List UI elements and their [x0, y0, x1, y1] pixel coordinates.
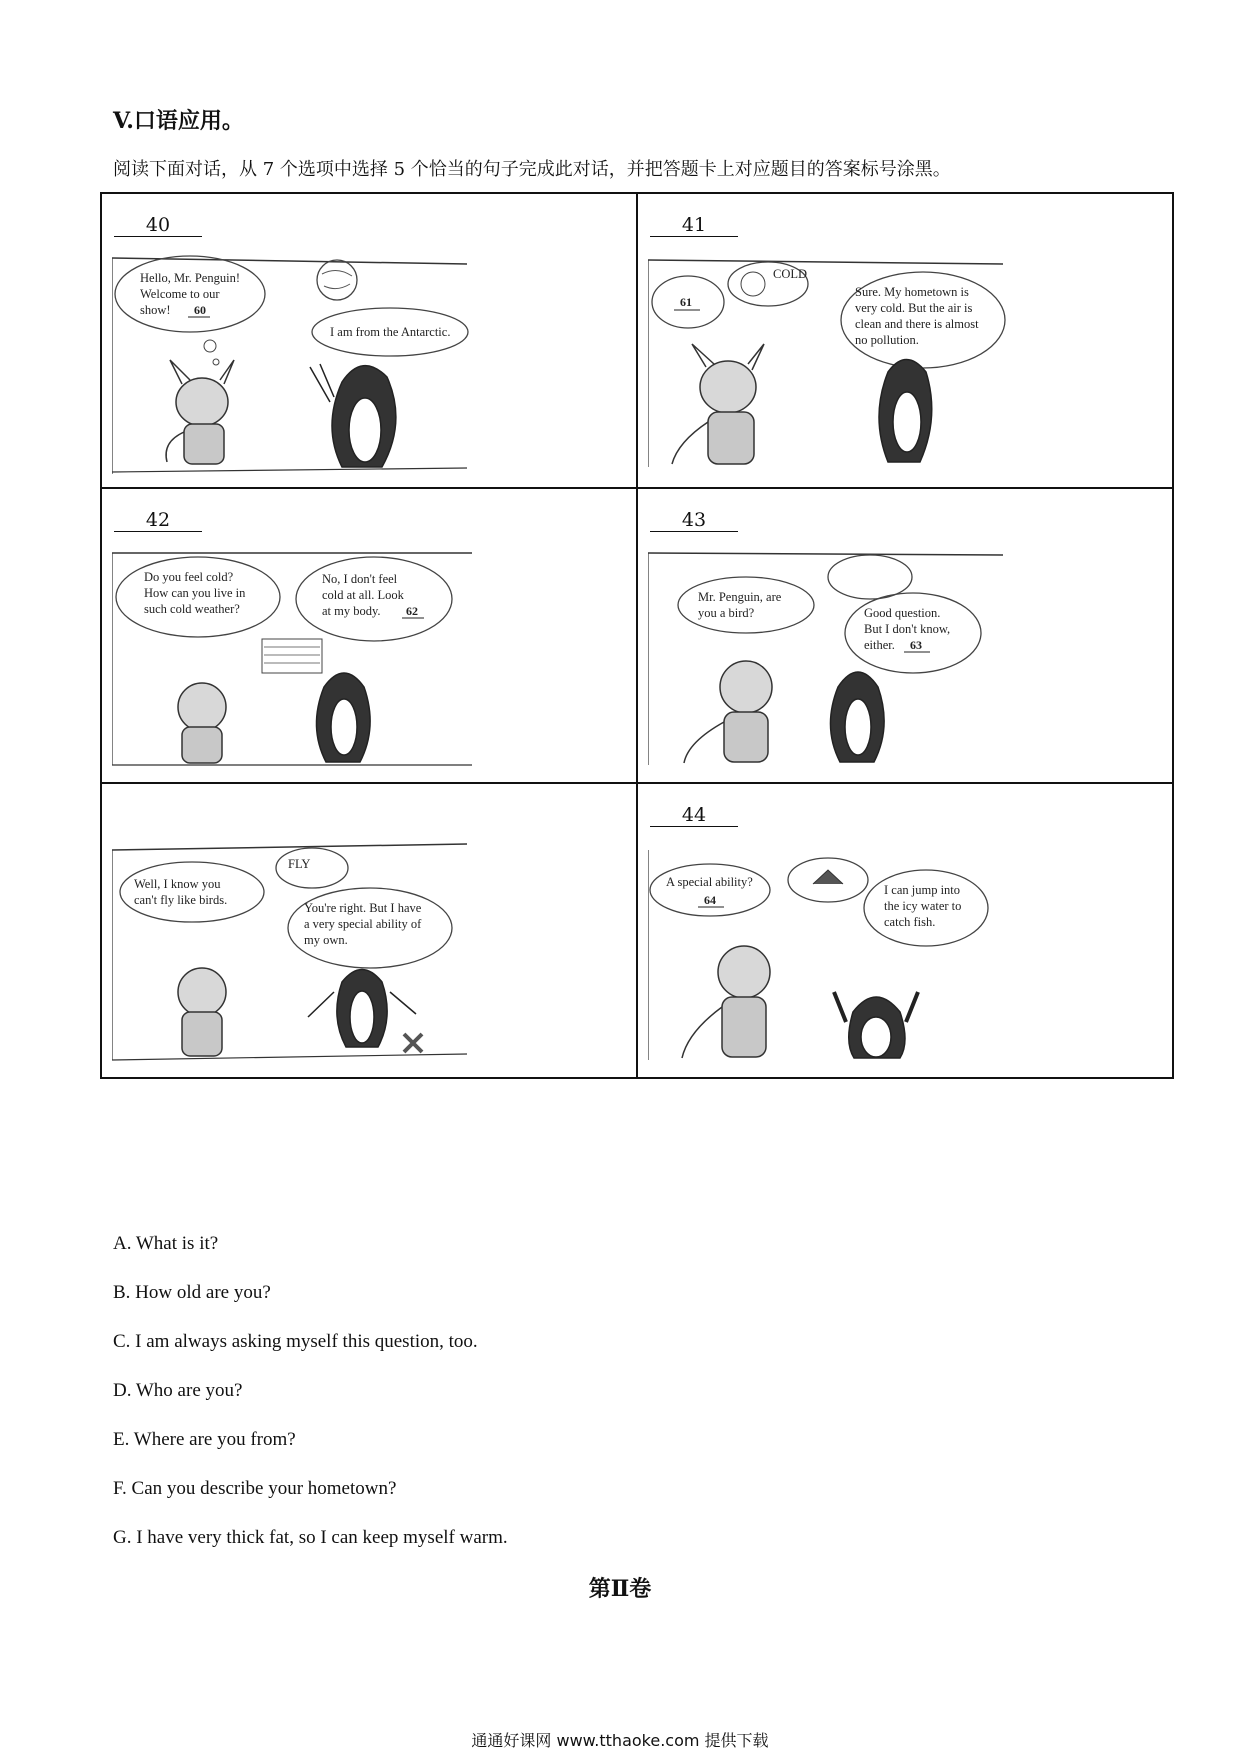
blank-number: 63	[910, 638, 922, 652]
comic-illustration	[112, 252, 472, 474]
globe-icon	[317, 260, 357, 300]
blank-number: 60	[194, 303, 206, 317]
question-number: 41	[650, 214, 738, 237]
bubble-text: Welcome to our	[140, 287, 220, 301]
bubble-text: my own.	[304, 933, 348, 947]
thought-bubble	[828, 555, 912, 599]
bubble-text: a very special ability of	[304, 917, 422, 931]
thought-label: FLY	[288, 857, 311, 871]
question-number: 44	[650, 804, 738, 827]
bubble-text: You're right. But I have	[304, 901, 422, 915]
panel-44	[637, 783, 1173, 1078]
panel-42	[101, 488, 637, 783]
panel-unnumbered	[101, 783, 637, 1078]
blank-number: 61	[680, 295, 692, 309]
option-f: F. Can you describe your hometown?	[113, 1478, 397, 1499]
comic-scene	[112, 252, 472, 474]
penguin-icon	[879, 360, 932, 463]
question-number: 43	[650, 509, 738, 532]
question-number: 42	[114, 509, 202, 532]
bubble-text: show!	[140, 303, 171, 317]
comic-illustration	[648, 842, 1008, 1064]
bubble-text: Well, I know you	[134, 877, 221, 891]
comic-illustration	[112, 842, 472, 1064]
comic-grid	[100, 192, 1174, 1079]
bubble-text: I can jump into	[884, 883, 961, 897]
comic-scene	[112, 547, 472, 769]
cross-icon	[404, 1034, 422, 1052]
comic-scene	[648, 842, 1008, 1064]
bubble-text: such cold weather?	[144, 602, 240, 616]
bubble-text: the icy water to	[884, 899, 962, 913]
bubble-text: clean and there is almost	[855, 317, 979, 331]
kangaroo-icon	[672, 344, 764, 464]
comic-illustration	[648, 547, 1008, 769]
thought-label: COLD	[773, 267, 808, 281]
panel-40	[101, 193, 637, 488]
penguin-icon	[834, 992, 918, 1058]
penguin-icon	[308, 970, 416, 1048]
option-e: E. Where are you from?	[113, 1429, 296, 1450]
option-c: C. I am always asking myself this question, too.	[113, 1331, 478, 1352]
bubble-text: catch fish.	[884, 915, 936, 929]
bubble-text: can't fly like birds.	[134, 893, 228, 907]
question-number: 40	[114, 214, 202, 237]
bubble-text: Do you feel cold?	[144, 570, 234, 584]
option-a: A. What is it?	[113, 1233, 219, 1254]
comic-illustration	[112, 547, 472, 769]
section-heading: V.口语应用。	[113, 108, 244, 134]
kangaroo-icon	[166, 360, 234, 464]
option-d: D. Who are you?	[113, 1380, 243, 1401]
thought-bubble	[276, 848, 348, 888]
comic-scene	[648, 547, 1008, 769]
bubble-text: no pollution.	[855, 333, 919, 347]
bubble-text: cold at all. Look	[322, 588, 404, 602]
page-footer: 通通好课网 www.tthaoke.com 提供下载	[471, 1731, 769, 1750]
speech-bubble	[650, 864, 770, 916]
bubble-text: either.	[864, 638, 895, 652]
comic-scene	[112, 842, 472, 1064]
panel-41	[637, 193, 1173, 488]
bubble-text: A special ability?	[666, 875, 753, 889]
comic-scene	[648, 252, 1008, 474]
bubble-text: Hello, Mr. Penguin!	[140, 271, 240, 285]
instruction-text: 阅读下面对话，从 7 个选项中选择 5 个恰当的句子完成此对话，并把答题卡上对应题目的答案标号涂黑。	[113, 159, 951, 180]
speech-bubble	[678, 577, 814, 633]
bubble-text: How can you live in	[144, 586, 246, 600]
penguin-icon	[310, 364, 396, 467]
blank-number: 64	[704, 893, 716, 907]
comic-illustration	[648, 252, 1008, 474]
bubble-text: Mr. Penguin, are	[698, 590, 782, 604]
fish-icon	[813, 870, 843, 884]
penguin-icon	[316, 673, 370, 762]
section-title: 第Ⅱ卷	[588, 1576, 652, 1602]
kangaroo-icon	[178, 968, 226, 1056]
blank-number: 62	[406, 604, 418, 618]
bubble-text: at my body.	[322, 604, 381, 618]
kangaroo-icon	[684, 661, 772, 763]
bubble-text: No, I don't feel	[322, 572, 398, 586]
bubble-text: very cold. But the air is	[855, 301, 973, 315]
penguin-icon	[830, 672, 884, 762]
bubble-text: I am from the Antarctic.	[330, 325, 451, 339]
fat-layers-icon	[262, 639, 322, 673]
bubble-text: Sure. My hometown is	[855, 285, 969, 299]
panel-43	[637, 488, 1173, 783]
answer-options	[113, 1230, 508, 1573]
kangaroo-icon	[682, 946, 770, 1058]
option-g: G. I have very thick fat, so I can keep myself warm.	[113, 1527, 508, 1548]
kangaroo-icon	[178, 683, 226, 763]
speech-bubble	[120, 862, 264, 922]
option-b: B. How old are you?	[113, 1282, 271, 1303]
bubble-text: you a bird?	[698, 606, 755, 620]
bubble-text: But I don't know,	[864, 622, 951, 636]
bubble-text: Good question.	[864, 606, 941, 620]
